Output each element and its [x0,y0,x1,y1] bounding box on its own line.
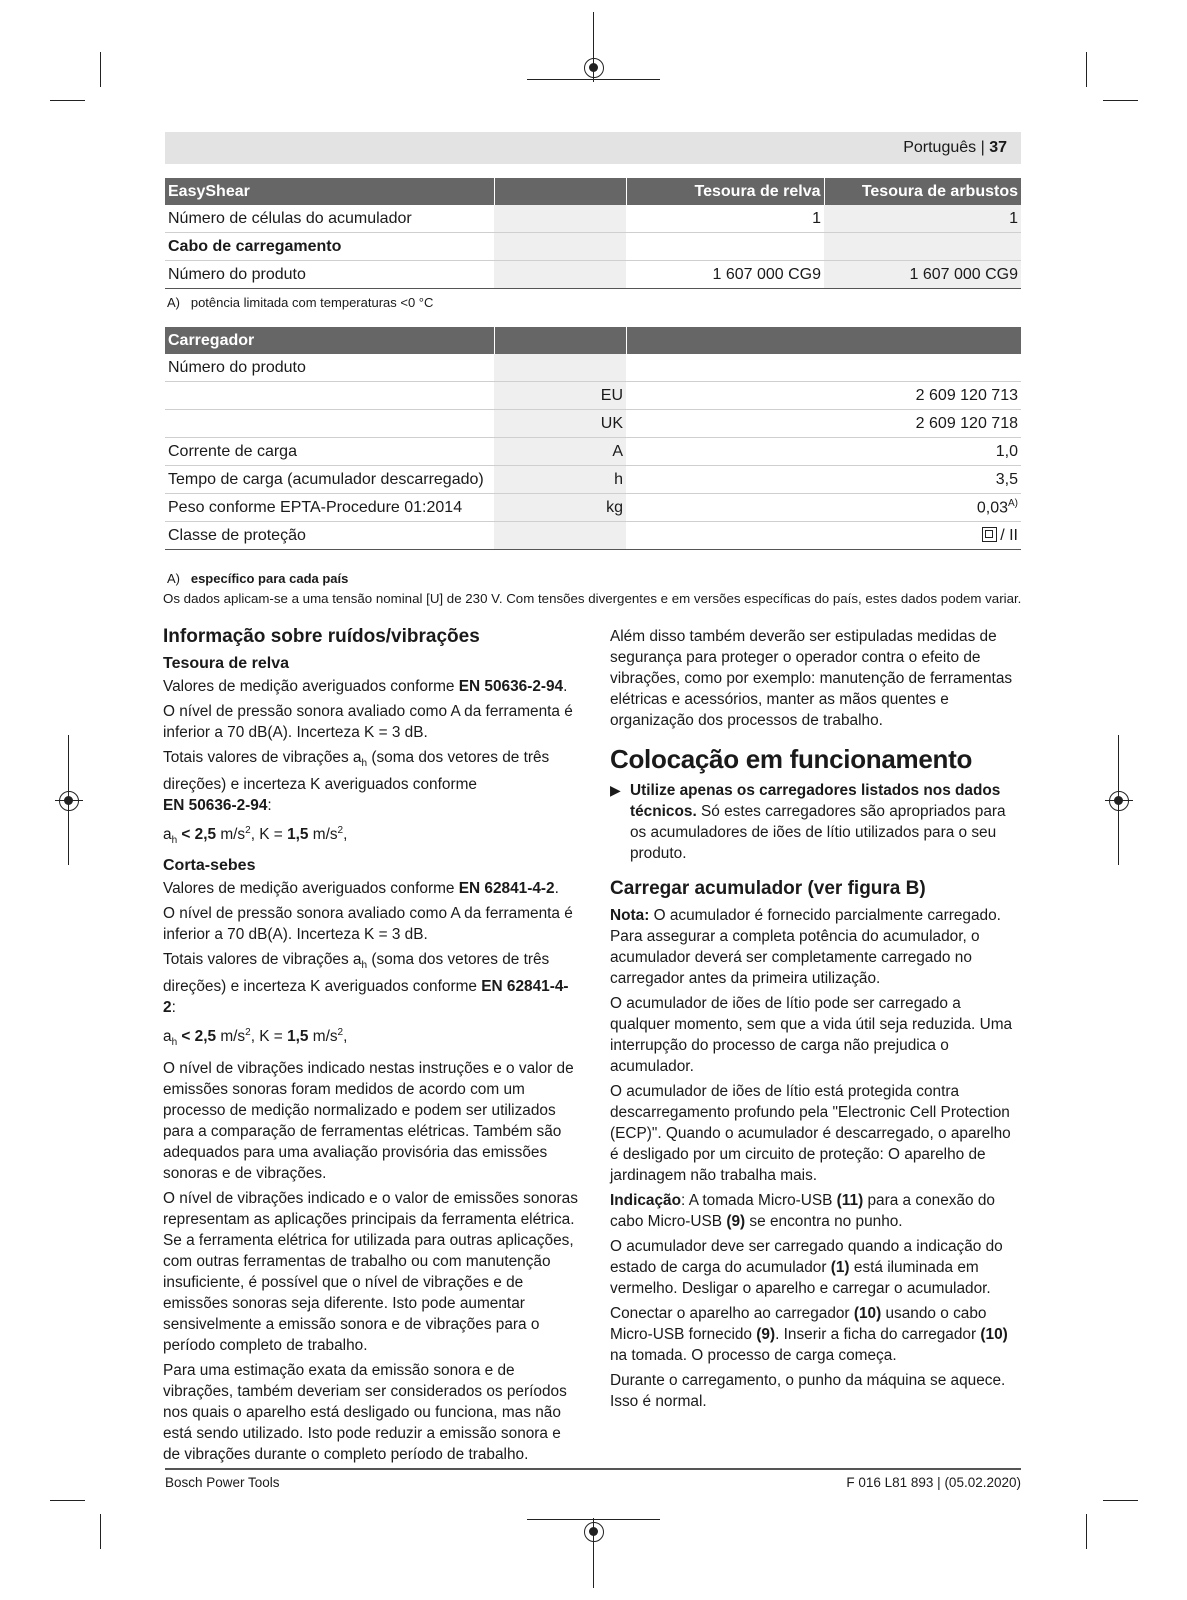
row-unit [494,205,626,233]
paragraph: O nível de pressão sonora avaliado como A da ferramenta é inferior a 70 dB(A). Incerteza K = 3 dB. [163,703,573,741]
row-value: 2 609 120 718 [626,410,1021,438]
right-column [610,626,1022,1416]
page-header-text: Português | 37 [903,139,1007,156]
paragraph: O nível de vibrações indicado e o valor de emissões sonoras representam as aplicações principais da ferramenta elétrica. Se a ferramenta elétrica for utilizada para outras aplicações, com outras ferramentas de trabalho ou com manutenção insuficiente, é possível que o nível de vibrações e de emissões sonoras seja diferente. Isto pode aumentar sensivelmente a emissão sonora e de vibrações para o período completo de trabalho. [163,1189,578,1354]
bullet-arrow-icon: ▶ [610,782,621,798]
crop-mark [1103,1500,1138,1501]
table-head-value [626,327,1021,354]
row-label: Corrente de carga [165,438,494,466]
row-unit: h [494,466,626,494]
crop-mark [50,100,85,101]
row-unit: EU [494,382,626,410]
footer-left: Bosch Power Tools [165,1475,280,1490]
table-head-charger: Carregador [165,327,494,354]
registration-line [527,1519,660,1520]
paragraph: Indicação: A tomada Micro-USB (11) para a conexão do cabo Micro-USB (9) se encontra no punho. [610,1192,995,1230]
row-value-shrub: 1 [824,205,1021,233]
row-label: Número do produto [165,261,494,289]
table-footnote-text: Os dados aplicam-se a uma tensão nominal [U] de 230 V. Com tensões divergentes e em versões específicas do país, estes dados podem variar. [163,591,1022,606]
crop-mark [50,1500,85,1501]
table-row [165,261,1021,289]
row-label [165,382,494,410]
page-header [165,132,1021,164]
row-value: $0,03^{A)}$ [626,494,1021,522]
row-value: 2 609 120 713 [626,382,1021,410]
row-value-shrub [824,233,1021,261]
row-label [165,410,494,438]
spec-table-charger [165,327,1021,550]
row-unit [494,261,626,289]
paragraph: O nível de vibrações indicado nestas instruções e o valor de emissões sonoras foram medidos de acordo com um processo de medição normalizado e podem ser utilizados para a comparação de ferramentas elétricas. Também são adequados para uma avaliação provisória das emissões sonoras e de vibrações. [163,1059,574,1182]
table-row [165,205,1021,233]
left-column [163,626,578,1469]
registration-mark-icon [584,58,604,78]
paragraph: Valores de medição averiguados conforme EN 62841-4-2. [163,880,559,898]
paragraph: Totais valores de vibrações $a_h$ (soma dos vetores de três direções) e incerteza K averiguados conforme EN 50636-2-94: [163,749,550,815]
table-row [165,354,1021,382]
row-value [626,354,1021,382]
table-row [165,522,1021,550]
table-row [165,382,1021,410]
row-value: 3,5 [626,466,1021,494]
row-unit [494,522,626,550]
protection-class-icon [982,527,997,542]
row-label: Peso conforme EPTA-Procedure 01:2014 [165,494,494,522]
table-head-unit [494,327,626,354]
registration-mark-icon [1109,791,1129,811]
row-value: 1,0 [626,438,1021,466]
table-head-shrub: Tesoura de arbustos [824,178,1021,205]
table-row [165,494,1021,522]
vibration-value: $a_h < 2,5$ $m/s^2$, K = 1,5 $m/s^2$, [163,1027,348,1049]
row-value: / II [626,522,1021,550]
paragraph: Além disso também deverão ser estipuladas medidas de segurança para proteger o operador contra o efeito de vibrações, como por exemplo: manutenção de ferramentas elétricas e acessórios, manter as mãos quentes e organização dos processos de trabalho. [610,628,1013,729]
paragraph: Valores de medição averiguados conforme EN 50636-2-94. [163,678,568,695]
row-value-grass: 1 [626,205,824,233]
paragraph: Para uma estimação exata da emissão sonora e de vibrações, também deveriam ser considerados os períodos nos quais o aparelho está desligado ou funciona, mas não está sendo utilizado. Isto pode reduzir a emissão sonora e de vibrações durante o completo período de trabalho. [163,1361,567,1463]
table-row [165,233,1021,261]
crop-mark [100,1514,101,1549]
registration-mark-icon [584,1522,604,1542]
row-value-shrub: 1 607 000 CG9 [824,261,1021,289]
vibration-value: $a_h < 2,5$ $m/s^2$, K = 1,5 $m/s^2$, [163,825,348,847]
row-label: Número de células do acumulador [165,205,494,233]
paragraph: Totais valores de vibrações $a_h$ (soma dos vetores de três direções) e incerteza K averiguados conforme EN 62841-4-2: [163,951,569,1017]
paragraph: O acumulador de iões de lítio pode ser carregado a qualquer momento, sem que a vida útil seja reduzida. Uma interrupção do processo de carga não prejudica o acumulador. [610,995,1013,1075]
table-footnote-title: A) específico para cada país [167,571,349,586]
row-label: Classe de proteção [165,522,494,550]
subheading-hedge: Corta-sebes [163,857,256,875]
paragraph: O acumulador deve ser carregado quando a indicação do estado de carga do acumulador (1) está iluminada em vermelho. Desligar o aparelho e carregar o acumulador. [610,1238,1003,1297]
row-unit [494,233,626,261]
row-unit: A [494,438,626,466]
crop-mark [1086,1514,1087,1549]
paragraph: Conectar o aparelho ao carregador (10) usando o cabo Micro-USB fornecido (9). Inserir a ficha do carregador (10) na tomada. O processo de carga começa. [610,1305,1008,1364]
registration-mark-icon [59,791,79,811]
paragraph: O acumulador de iões de lítio está protegida contra descarregamento profundo pela "Electronic Cell Protection (ECP)". Quando o acumulador é descarregado, o aparelho é desligado por um circuito de proteção: O aparelho de jardinagem não trabalha mais. [610,1083,1011,1184]
section-heading-noise: Informação sobre ruídos/vibrações [163,626,480,647]
table-row [165,466,1021,494]
crop-mark [100,52,101,87]
crop-mark [1103,100,1138,101]
table-head-grass: Tesoura de relva [626,178,824,205]
registration-line [527,79,660,80]
paragraph: Durante o carregamento, o punho da máquina se aquece. Isso é normal. [610,1372,1006,1410]
paragraph: Nota: O acumulador é fornecido parcialmente carregado. Para assegurar a completa potência do acumulador, o acumulador deverá ser completamente carregado no carregador antes da primeira utilização. [610,907,1001,987]
row-unit: UK [494,410,626,438]
row-label: Cabo de carregamento [165,233,494,261]
row-unit [494,354,626,382]
spec-table-battery [165,178,1021,289]
table-head-model: EasyShear [165,178,494,205]
bullet-item: ▶ Utilize apenas os carregadores listados nos dados técnicos. Só estes carregadores são apropriados para os acumuladores de iões de lítio utilizados para o seu produto. [610,782,1006,862]
table-head-unit [494,178,626,205]
paragraph: O nível de pressão sonora avaliado como A da ferramenta é inferior a 70 dB(A). Incerteza K = 3 dB. [163,905,573,944]
table-row [165,410,1021,438]
row-label: Tempo de carga (acumulador descarregado) [165,466,494,494]
row-value-grass: 1 607 000 CG9 [626,261,824,289]
row-unit: kg [494,494,626,522]
crop-mark [1086,52,1087,87]
row-value-grass [626,233,824,261]
table-row [165,438,1021,466]
section-heading-operation: Colocação em funcionamento [610,744,973,774]
table-footnote: A) potência limitada com temperaturas <0 °C [167,295,434,310]
row-label: Número do produto [165,354,494,382]
subheading-grass: Tesoura de relva [163,655,289,672]
footer-divider [165,1468,1021,1470]
footer-right: F 016 L81 893 | (05.02.2020) [846,1475,1021,1490]
section-heading-charge: Carregar acumulador (ver figura B) [610,878,926,899]
